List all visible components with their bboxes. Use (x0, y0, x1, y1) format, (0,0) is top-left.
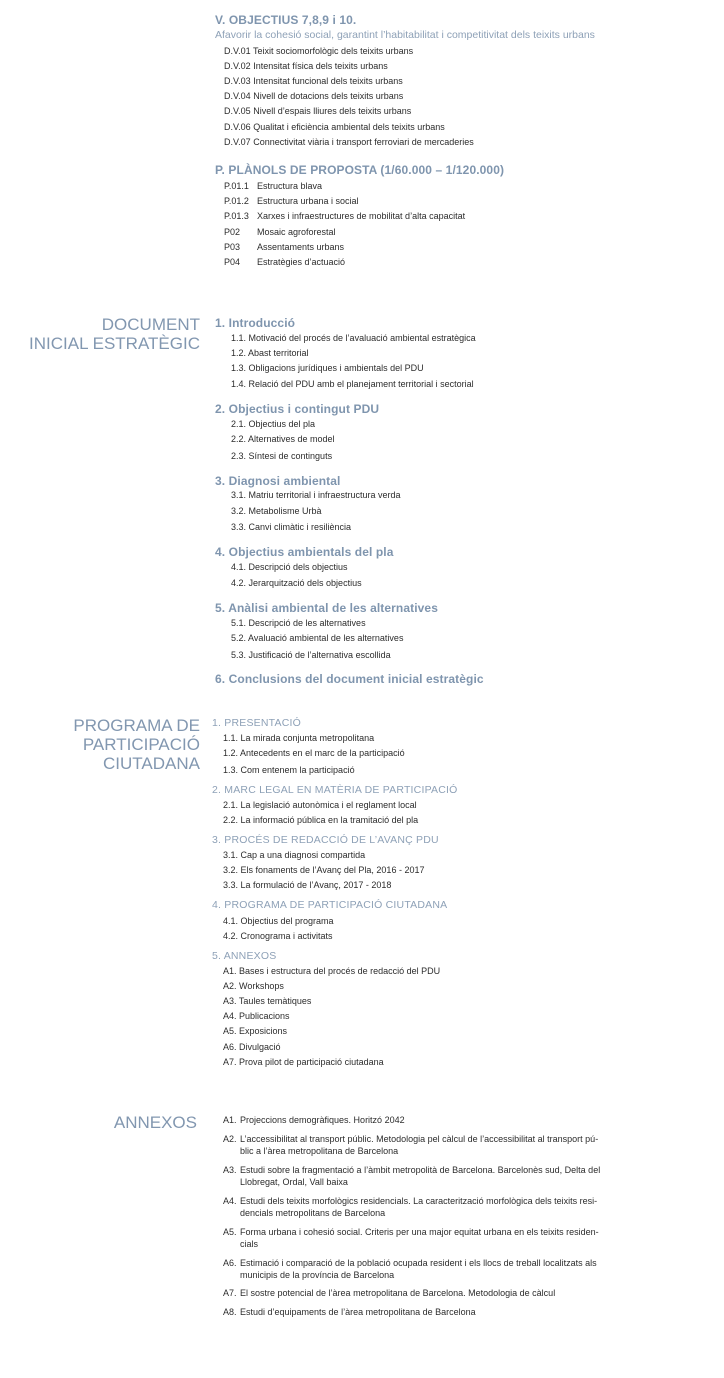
item-line: Estudi sobre la fragmentació a l’àmbit metropolità de Barcelona. Barcelonès sud, Delta del (240, 1165, 601, 1175)
section-title: 5. Anàlisi ambiental de les alternatives (215, 601, 438, 615)
list-item: D.V.07 Connectivitat viària i transport ferroviari de mercaderies (224, 137, 474, 147)
side-title-line: DOCUMENT (101, 315, 200, 334)
list-item: A5. Exposicions (223, 1026, 288, 1036)
item-label: Estratègies d’actuació (257, 257, 346, 267)
list-item: D.V.05 Nivell d’espais lliures dels teixits urbans (224, 106, 412, 116)
annexos-side-title: ANNEXOS (113, 1113, 197, 1132)
list-item (224, 196, 359, 206)
list-item (224, 211, 465, 221)
section-title: 1. PRESENTACIÓ (212, 717, 301, 729)
list-item (223, 1288, 555, 1300)
item-code: A6. (223, 1258, 237, 1268)
objectius-subtitle: Afavorir la cohesió social, garantint l’habitabilitat i competitivitat dels teixits urbans (215, 29, 595, 41)
item-code: A8. (223, 1307, 237, 1317)
list-item: 2.3. Síntesi de continguts (231, 451, 333, 461)
list-item: 3.3. Canvi climàtic i resiliència (231, 522, 352, 532)
list-item: 4.2. Cronograma i activitats (223, 931, 333, 941)
item-code: A2. (223, 1134, 237, 1144)
list-item: A4. Publicacions (223, 1011, 290, 1021)
list-item: 2.1. La legislació autonòmica i el reglament local (223, 800, 417, 810)
list-item: 1.4. Relació del PDU amb el planejament territorial i sectorial (231, 379, 474, 389)
item-code: P.01.1 (224, 181, 249, 191)
list-item: 4.1. Objectius del programa (223, 916, 334, 926)
list-item (223, 1165, 600, 1188)
item-code: A4. (223, 1196, 237, 1206)
section-title: 4. PROGRAMA DE PARTICIPACIÓ CIUTADANA (212, 899, 448, 911)
item-label: Mosaic agroforestal (257, 227, 336, 237)
item-label: Assentaments urbans (257, 242, 345, 252)
list-item: 5.2. Avaluació ambiental de les alternatives (231, 633, 404, 643)
list-item: D.V.01 Teixit sociomorfològic dels teixits urbans (224, 46, 414, 56)
section-title: 3. Diagnosi ambiental (215, 474, 341, 488)
list-item: A7. Prova pilot de participació ciutadana (223, 1057, 384, 1067)
list-item (223, 1227, 599, 1250)
list-item: A2. Workshops (223, 981, 284, 991)
section-title: 2. MARC LEGAL EN MATÈRIA DE PARTICIPACIÓ (212, 784, 458, 796)
item-line: Projeccions demogràfiques. Horitzó 2042 (240, 1115, 405, 1125)
list-item (223, 1307, 476, 1319)
item-code: A3. (223, 1165, 237, 1175)
item-line: Estimació i comparació de la població ocupada resident i els llocs de treball localitzats als (240, 1258, 597, 1268)
item-code: P03 (224, 242, 241, 252)
side-title-line: INICIAL ESTRATÈGIC (29, 334, 200, 353)
side-title-line: PROGRAMA DE (73, 716, 200, 735)
objectius-title: V. OBJECTIUS 7,8,9 i 10. (215, 13, 357, 27)
list-item (223, 1196, 597, 1219)
item-code: A5. (223, 1227, 237, 1237)
list-item: 2.2. La informació pública en la tramitació del pla (223, 815, 419, 825)
list-item: A3. Taules temàtiques (223, 996, 312, 1006)
side-title-line: PARTICIPACIÓ (82, 735, 200, 754)
list-item (223, 1115, 405, 1127)
item-line: dencials metropolitans de Barcelona (240, 1207, 386, 1218)
list-item: 3.3. La formulació de l’Avanç, 2017 - 2018 (223, 880, 392, 890)
section-title: 4. Objectius ambientals del pla (215, 545, 394, 559)
item-label: Estructura blava (257, 181, 323, 191)
list-item (224, 227, 336, 237)
list-item: 3.2. Metabolisme Urbà (231, 506, 322, 516)
item-line: cials (240, 1238, 259, 1249)
item-code: A1. (223, 1115, 237, 1125)
item-line: L’accessibilitat al transport públic. Metodologia pel càlcul de l’accessibilitat al transport pú- (240, 1134, 599, 1144)
list-item: A1. Bases i estructura del procés de redacció del PDU (223, 966, 441, 976)
list-item: 2.1. Objectius del pla (231, 419, 316, 429)
list-item (224, 181, 322, 191)
document-inicial-side-title (0, 315, 200, 353)
list-item: 3.1. Matriu territorial i infraestructura verda (231, 490, 401, 500)
list-item: 1.1. La mirada conjunta metropolitana (223, 733, 375, 743)
item-label: Estructura urbana i social (257, 196, 359, 206)
section-title: 1. Introducció (215, 316, 296, 330)
item-code: P.01.2 (224, 196, 249, 206)
section-title: 3. PROCÉS DE REDACCIÓ DE L’AVANÇ PDU (212, 834, 439, 846)
list-item: 1.3. Com entenem la participació (223, 765, 355, 775)
list-item: D.V.04 Nivell de dotacions dels teixits urbans (224, 91, 404, 101)
list-item: 1.3. Obligacions jurídiques i ambientals del PDU (231, 363, 424, 373)
list-item: D.V.02 Intensitat física dels teixits urbans (224, 61, 388, 71)
item-code: P02 (224, 227, 241, 237)
list-item (223, 1134, 598, 1157)
list-item: 5.3. Justificació de l’alternativa escollida (231, 650, 391, 660)
list-item: 1.2. Abast territorial (231, 348, 309, 358)
programa-side-title (0, 716, 200, 773)
section-title: 5. ANNEXOS (212, 950, 277, 962)
item-code: P04 (224, 257, 241, 267)
item-code: A7. (223, 1288, 237, 1298)
list-item: 5.1. Descripció de les alternatives (231, 618, 366, 628)
item-line: Estudi d’equipaments de l’àrea metropolitana de Barcelona (240, 1307, 476, 1317)
list-item: D.V.06 Qualitat i eficiència ambiental dels teixits urbans (224, 122, 445, 132)
list-item: 1.1. Motivació del procés de l’avaluació ambiental estratègica (231, 333, 476, 343)
planols-title: P. PLÀNOLS DE PROPOSTA (1/60.000 – 1/120.000) (215, 163, 505, 177)
list-item: 2.2. Alternatives de model (231, 434, 335, 444)
section-title: 2. Objectius i contingut PDU (215, 402, 380, 416)
list-item: 3.2. Els fonaments de l’Avanç del Pla, 2016 - 2017 (223, 865, 425, 875)
list-item: 4.2. Jerarquització dels objectius (231, 578, 362, 588)
list-item (223, 1258, 597, 1281)
list-item: 1.2. Antecedents en el marc de la participació (223, 748, 405, 758)
list-item: A6. Divulgació (223, 1042, 281, 1052)
list-item: 3.1. Cap a una diagnosi compartida (223, 850, 366, 860)
item-line: Estudi dels teixits morfològics residencials. La caracterització morfològica dels teixits resi- (240, 1196, 598, 1206)
list-item: 4.1. Descripció dels objectius (231, 562, 348, 572)
item-line: municipis de la província de Barcelona (240, 1269, 395, 1280)
list-item (224, 242, 344, 252)
item-line: El sostre potencial de l’àrea metropolitana de Barcelona. Metodologia de càlcul (240, 1288, 556, 1298)
side-title-line: CIUTADANA (103, 754, 200, 773)
item-line: blic a l’àrea metropolitana de Barcelona (240, 1145, 399, 1156)
item-line: Forma urbana i cohesió social. Criteris per una major equitat urbana en els teixits residen- (240, 1227, 599, 1237)
item-code: P.01.3 (224, 211, 249, 221)
item-label: Xarxes i infraestructures de mobilitat d’alta capacitat (257, 211, 466, 221)
list-item: D.V.03 Intensitat funcional dels teixits urbans (224, 76, 403, 86)
item-line: Llobregat, Ordal, Vall baixa (240, 1176, 348, 1187)
list-item (224, 257, 345, 267)
section-title: 6. Conclusions del document inicial estratègic (215, 672, 484, 686)
